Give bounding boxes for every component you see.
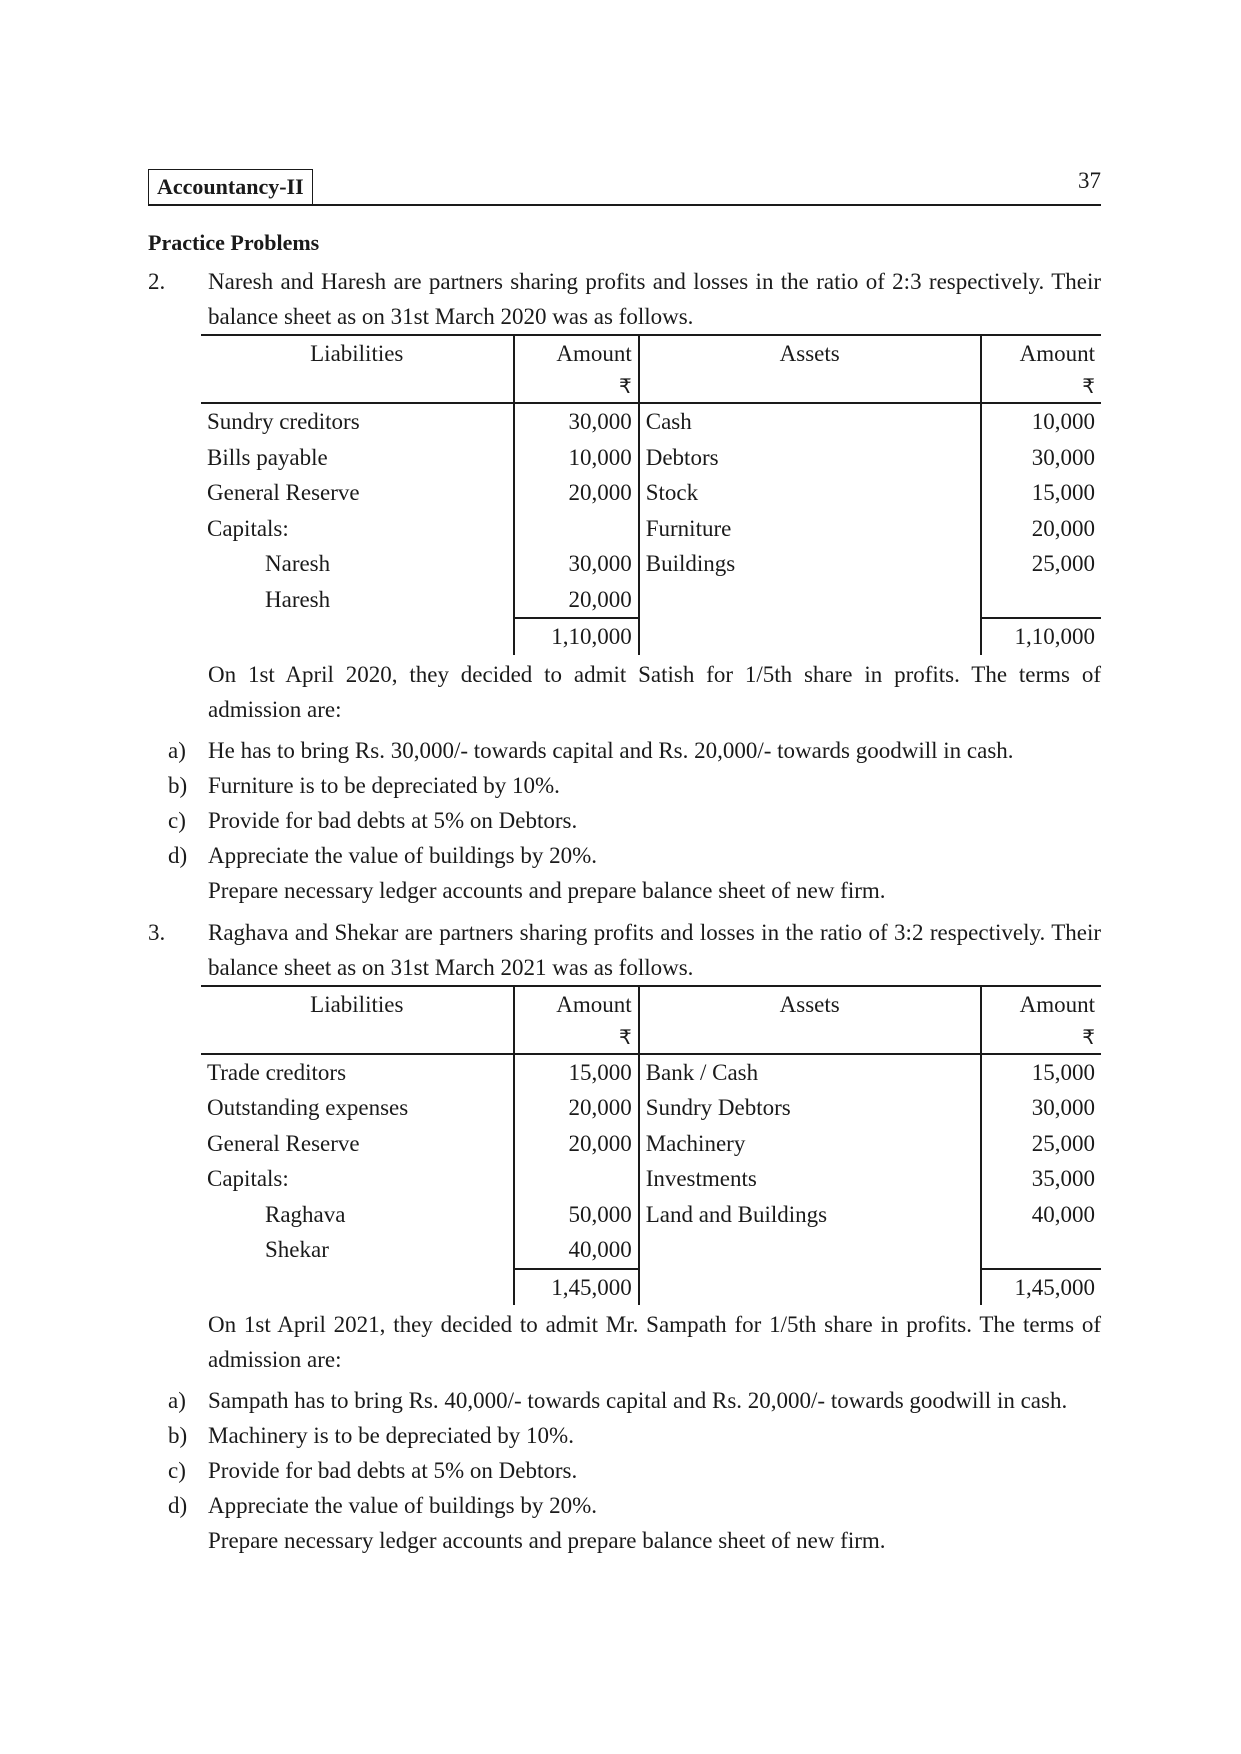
asset-cell: Furniture: [645, 515, 732, 541]
table-row: [201, 1161, 1101, 1197]
asset-amount: 30,000: [981, 440, 1101, 476]
term-label: a): [168, 1388, 186, 1413]
liability-cell: Shekar: [265, 1237, 329, 1262]
balance-sheet-table: [201, 985, 1101, 1306]
list-item: [148, 1383, 1101, 1418]
asset-amount: [981, 1232, 1101, 1269]
asset-cell: Land and Buildings: [645, 1201, 828, 1227]
liability-amount: 10,000: [514, 440, 639, 476]
header-assets: Assets: [639, 986, 981, 1054]
problem-number: 3.: [148, 919, 166, 945]
term-text: Machinery is to be depreciated by 10%.: [208, 1423, 574, 1448]
list-item: [148, 768, 1101, 803]
header-liabilities: Liabilities: [201, 335, 514, 403]
header-liabilities: Liabilities: [201, 986, 514, 1054]
table-row: [201, 403, 1101, 440]
term-label: a): [168, 737, 186, 763]
asset-cell: [639, 582, 981, 619]
total-liabilities: 1,45,000: [514, 1269, 639, 1306]
term-text: Furniture is to be depreciated by 10%.: [208, 772, 560, 798]
total-assets: 1,10,000: [981, 618, 1101, 655]
liability-amount: 40,000: [514, 1232, 639, 1269]
asset-amount: 15,000: [981, 475, 1101, 511]
page: [148, 160, 1101, 1558]
asset-cell: Bank / Cash: [645, 1059, 759, 1085]
liability-cell: Haresh: [265, 586, 331, 612]
rupee-symbol: ₹: [619, 374, 632, 398]
table-row: [201, 1090, 1101, 1126]
asset-cell: Investments: [645, 1166, 757, 1191]
liability-cell: General Reserve: [207, 1130, 360, 1156]
term-label: c): [168, 807, 186, 833]
liability-cell: Capitals:: [207, 515, 289, 541]
liability-cell: Naresh: [265, 551, 331, 576]
terms-list: [148, 1383, 1101, 1523]
list-item: [148, 1453, 1101, 1488]
asset-amount: 25,000: [981, 546, 1101, 582]
list-item: [148, 803, 1101, 838]
asset-amount: 30,000: [981, 1090, 1101, 1126]
asset-cell: Stock: [645, 480, 699, 505]
rupee-symbol: ₹: [1082, 374, 1095, 398]
list-item: [148, 838, 1101, 873]
asset-cell: [639, 1232, 981, 1269]
term-label: c): [168, 1458, 186, 1483]
term-text: Provide for bad debts at 5% on Debtors.: [208, 807, 578, 833]
liability-amount: 30,000: [514, 403, 639, 440]
asset-cell: Sundry Debtors: [645, 1095, 791, 1120]
liability-cell: Trade creditors: [207, 1059, 347, 1085]
liability-amount: 20,000: [514, 582, 639, 619]
header-amount: Amount ₹: [514, 335, 639, 403]
balance-sheet-table: [201, 334, 1101, 655]
rupee-symbol: ₹: [1082, 1024, 1095, 1049]
term-label: b): [168, 1423, 188, 1448]
instruction: Prepare necessary ledger accounts and prepare balance sheet of new firm.: [208, 877, 886, 903]
asset-cell: Machinery: [645, 1130, 746, 1156]
liability-cell: Raghava: [265, 1201, 346, 1227]
problem-2: [148, 264, 1101, 908]
page-number: 37: [1078, 168, 1101, 193]
table-header-row: [201, 986, 1101, 1054]
asset-amount: 10,000: [981, 403, 1101, 440]
table-row: [201, 546, 1101, 582]
liability-cell: Outstanding expenses: [207, 1095, 409, 1120]
problem-3: [148, 915, 1101, 1559]
header-assets: Assets: [639, 335, 981, 403]
list-item: [148, 1488, 1101, 1523]
term-text: Appreciate the value of buildings by 20%.: [208, 1493, 597, 1518]
table-row: [201, 582, 1101, 619]
term-text: Appreciate the value of buildings by 20%.: [208, 842, 597, 868]
table-row: [201, 440, 1101, 476]
term-text: He has to bring Rs. 30,000/- towards capital and Rs. 20,000/- towards goodwill in cash.: [208, 737, 1014, 763]
table-row: [201, 1232, 1101, 1269]
asset-amount: 35,000: [981, 1161, 1101, 1197]
liability-cell: Sundry creditors: [207, 409, 360, 434]
header-amount: Amount ₹: [514, 986, 639, 1054]
table-row: [201, 511, 1101, 547]
section-title: Practice Problems: [148, 230, 320, 255]
liability-amount: [514, 511, 639, 547]
liability-amount: 15,000: [514, 1054, 639, 1091]
header-amount: Amount ₹: [981, 986, 1101, 1054]
list-item: [148, 733, 1101, 768]
book-title: Accountancy-II: [148, 169, 313, 204]
liability-cell: Bills payable: [207, 444, 328, 470]
instruction: Prepare necessary ledger accounts and prepare balance sheet of new firm.: [208, 1528, 886, 1553]
problem-intro: Naresh and Haresh are partners sharing profits and losses in the ratio of 2:3 respectively. Their balance sheet as on 31st March 2020 was as follows.: [208, 269, 1101, 329]
table-header-row: [201, 335, 1101, 403]
table-row: [201, 1054, 1101, 1091]
asset-amount: 25,000: [981, 1126, 1101, 1162]
liability-amount: 20,000: [514, 475, 639, 511]
term-text: Sampath has to bring Rs. 40,000/- towards capital and Rs. 20,000/- towards goodwill in cash.: [208, 1388, 1068, 1413]
rupee-symbol: ₹: [618, 1024, 632, 1049]
liability-cell: Capitals:: [207, 1166, 289, 1191]
liability-amount: 30,000: [514, 546, 639, 582]
liability-amount: 20,000: [514, 1126, 639, 1162]
asset-amount: 15,000: [981, 1054, 1101, 1091]
asset-amount: 20,000: [981, 511, 1101, 547]
list-item: [148, 1418, 1101, 1453]
total-row: [201, 1269, 1101, 1306]
total-assets: 1,45,000: [981, 1269, 1101, 1306]
problem-intro: Raghava and Shekar are partners sharing profits and losses in the ratio of 3:2 respectively. Their balance sheet as on 31st March 2021 was as follows.: [208, 919, 1101, 980]
asset-amount: 40,000: [981, 1197, 1101, 1233]
liability-amount: 20,000: [514, 1090, 639, 1126]
asset-cell: Buildings: [645, 551, 736, 576]
term-label: b): [168, 772, 188, 798]
asset-amount: [981, 582, 1101, 619]
page-header: [148, 160, 1101, 206]
liability-cell: General Reserve: [207, 480, 360, 505]
total-row: [201, 618, 1101, 655]
table-row: [201, 1197, 1101, 1233]
term-label: d): [168, 842, 188, 868]
term-text: Provide for bad debts at 5% on Debtors.: [208, 1458, 578, 1483]
admission-paragraph: On 1st April 2021, they decided to admit Mr. Sampath for 1/5th share in profits. The terms of admission are:: [208, 1312, 1101, 1372]
header-amount: Amount ₹: [981, 335, 1101, 403]
term-label: d): [168, 1493, 188, 1518]
liability-amount: 50,000: [514, 1197, 639, 1233]
problem-number: 2.: [148, 269, 166, 294]
table-row: [201, 1126, 1101, 1162]
terms-list: [148, 733, 1101, 873]
asset-cell: Debtors: [645, 444, 719, 470]
table-row: [201, 475, 1101, 511]
asset-cell: Cash: [645, 409, 692, 434]
admission-paragraph: On 1st April 2020, they decided to admit Satish for 1/5th share in profits. The terms of admission are:: [208, 661, 1101, 722]
liability-amount: [514, 1161, 639, 1197]
total-liabilities: 1,10,000: [514, 618, 639, 655]
